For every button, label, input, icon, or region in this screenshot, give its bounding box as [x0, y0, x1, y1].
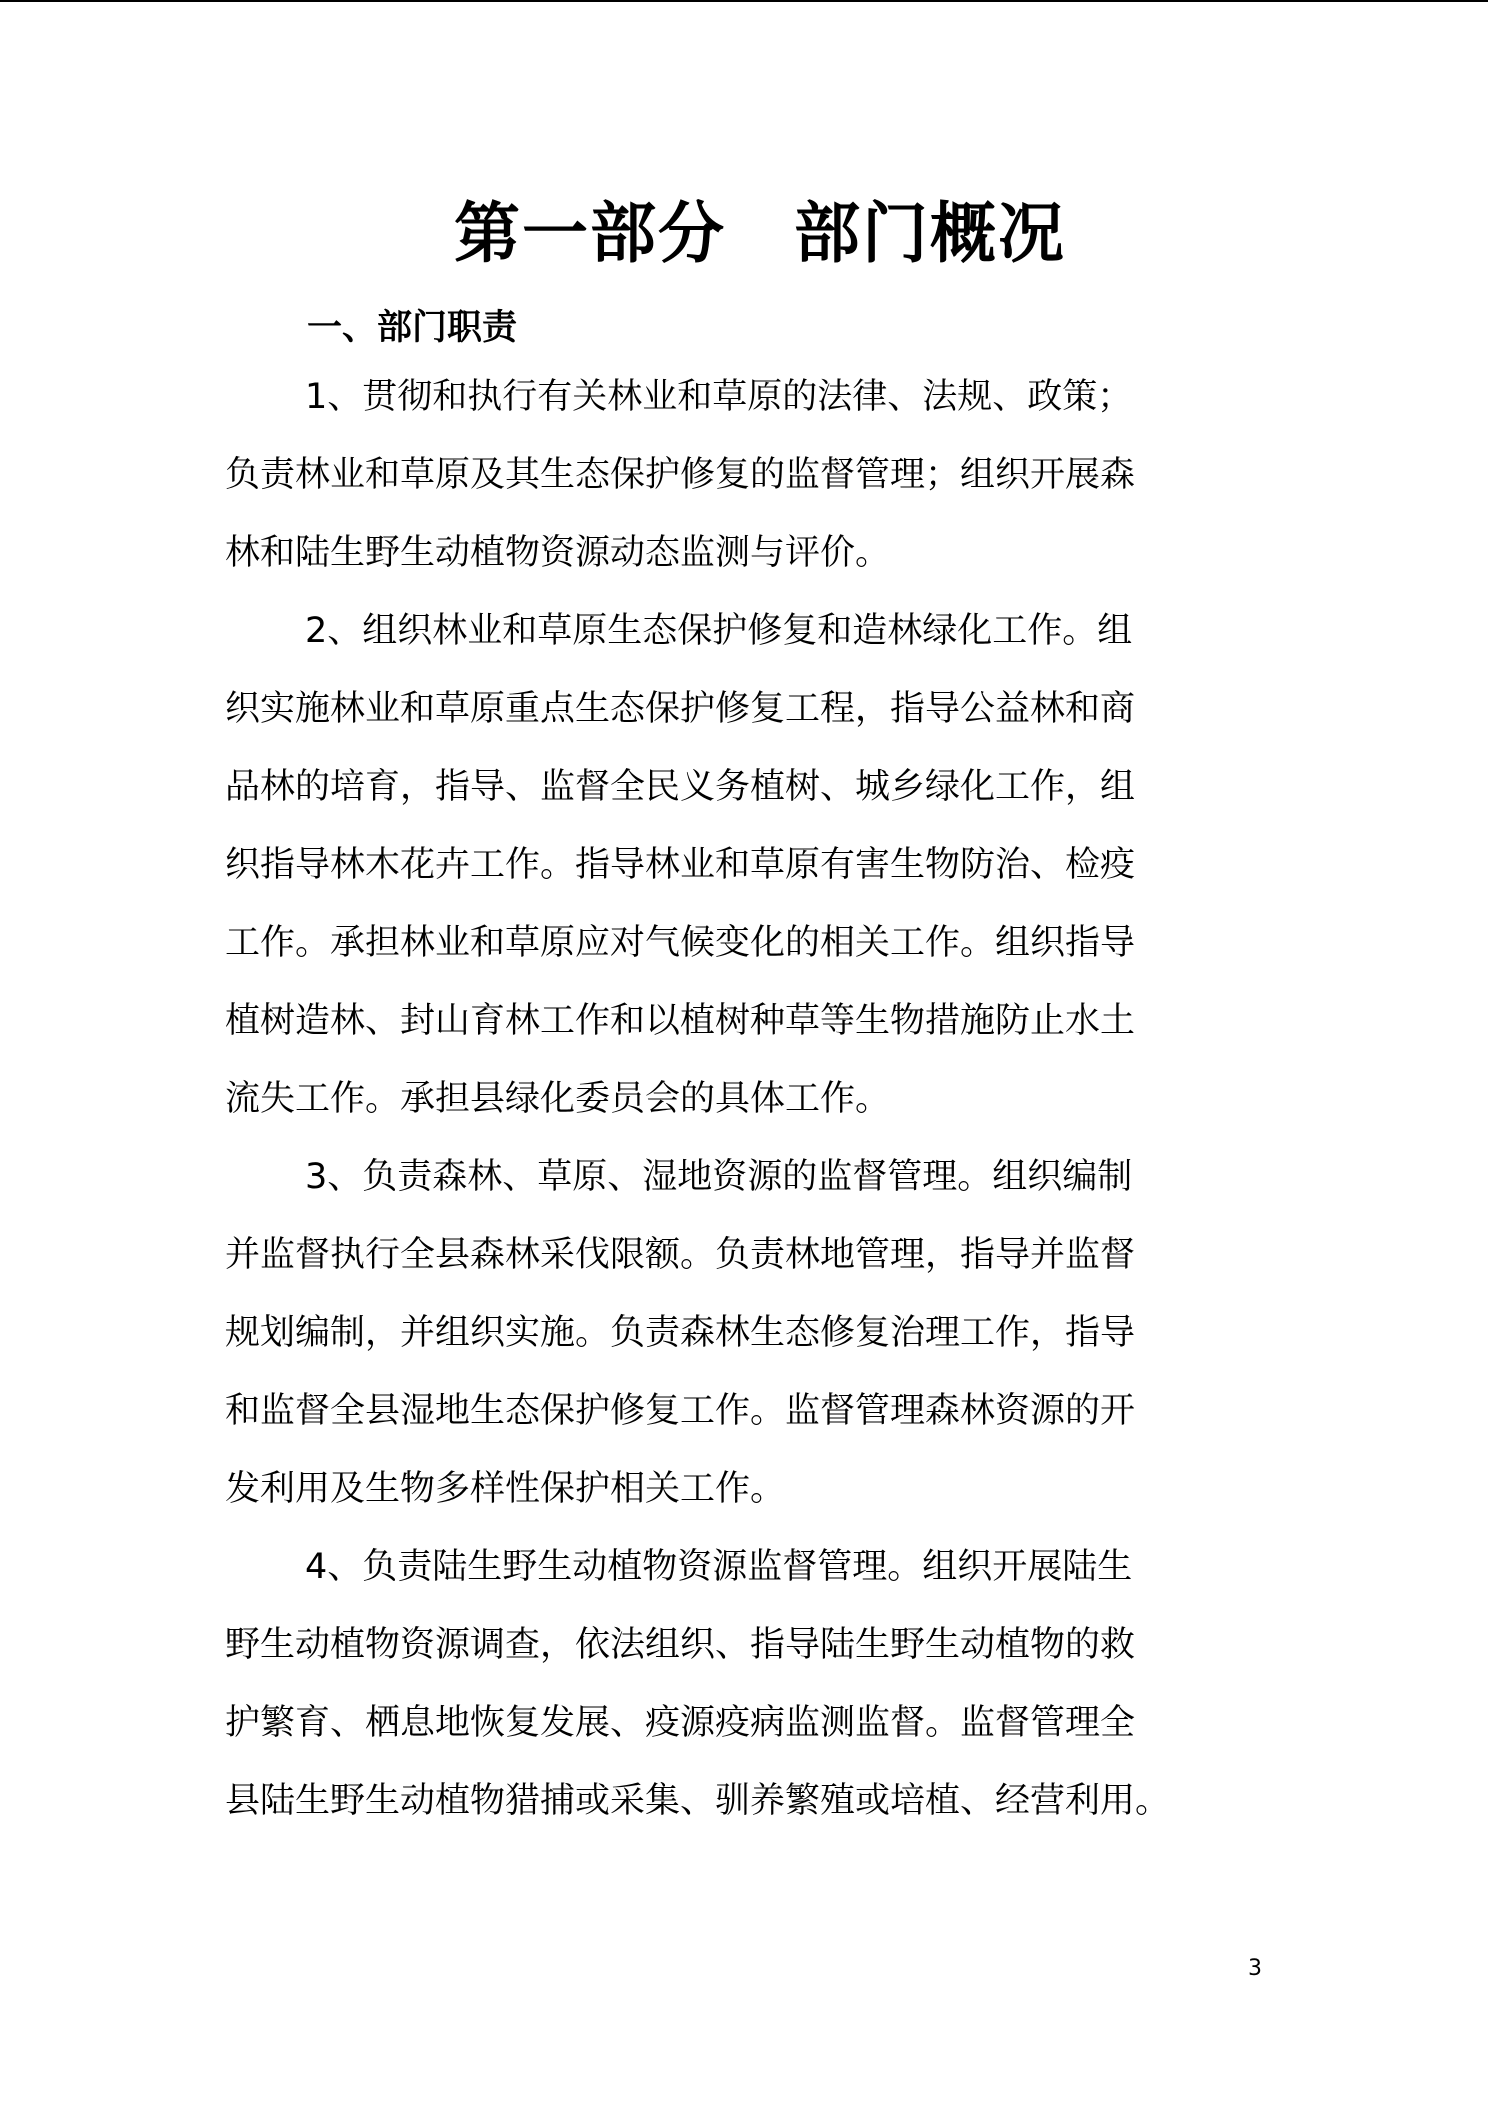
- page-title: 第一部分 部门概况: [454, 194, 1066, 272]
- paragraph-line: 1、贯彻和执行有关林业和草原的法律、法规、政策；: [305, 377, 1133, 417]
- paragraph-line: 发利用及生物多样性保护相关工作。: [225, 1469, 786, 1509]
- paragraph-line: 3、负责森林、草原、湿地资源的监督管理。组织编制: [305, 1157, 1133, 1197]
- paragraph-line: 工作。承担林业和草原应对气候变化的相关工作。组织指导: [225, 923, 1136, 963]
- paragraph-line: 品林的培育，指导、监督全民义务植树、城乡绿化工作，组: [225, 767, 1136, 807]
- paragraph-line: 规划编制，并组织实施。负责森林生态修复治理工作，指导: [225, 1313, 1136, 1353]
- paragraph-line: 织指导林木花卉工作。指导林业和草原有害生物防治、检疫: [225, 845, 1136, 885]
- document-page: [225, 190, 1265, 1840]
- paragraph-line: 流失工作。承担县绿化委员会的具体工作。: [225, 1079, 891, 1119]
- paragraph-line: 织实施林业和草原重点生态保护修复工程，指导公益林和商: [225, 689, 1136, 729]
- top-border-line: [0, 0, 1488, 2]
- paragraph-line: 植树造林、封山育林工作和以植树种草等生物措施防止水土: [225, 1001, 1136, 1041]
- paragraph: [225, 1528, 1265, 1840]
- paragraph-line: 4、负责陆生野生动植物资源监督管理。组织开展陆生: [305, 1547, 1133, 1587]
- section-heading: 一、部门职责: [307, 308, 518, 348]
- paragraph-line: 野生动植物资源调查，依法组织、指导陆生野生动植物的救: [225, 1625, 1136, 1665]
- paragraph-list: [225, 358, 1265, 1840]
- paragraph-line: 和监督全县湿地生态保护修复工作。监督管理森林资源的开: [225, 1391, 1136, 1431]
- paragraph-line: 林和陆生野生动植物资源动态监测与评价。: [225, 533, 891, 573]
- paragraph-line: 县陆生野生动植物猎捕或采集、驯养繁殖或培植、经营利用。: [225, 1781, 1171, 1821]
- paragraph: [225, 592, 1265, 1138]
- paragraph-line: 护繁育、栖息地恢复发展、疫源疫病监测监督。监督管理全: [225, 1703, 1136, 1743]
- paragraph: [225, 358, 1265, 592]
- paragraph-line: 2、组织林业和草原生态保护修复和造林绿化工作。组: [305, 611, 1133, 651]
- paragraph: [225, 1138, 1265, 1528]
- page-number: 3: [1248, 1956, 1262, 1981]
- paragraph-line: 负责林业和草原及其生态保护修复的监督管理；组织开展森: [225, 455, 1136, 495]
- paragraph-line: 并监督执行全县森林采伐限额。负责林地管理，指导并监督: [225, 1235, 1136, 1275]
